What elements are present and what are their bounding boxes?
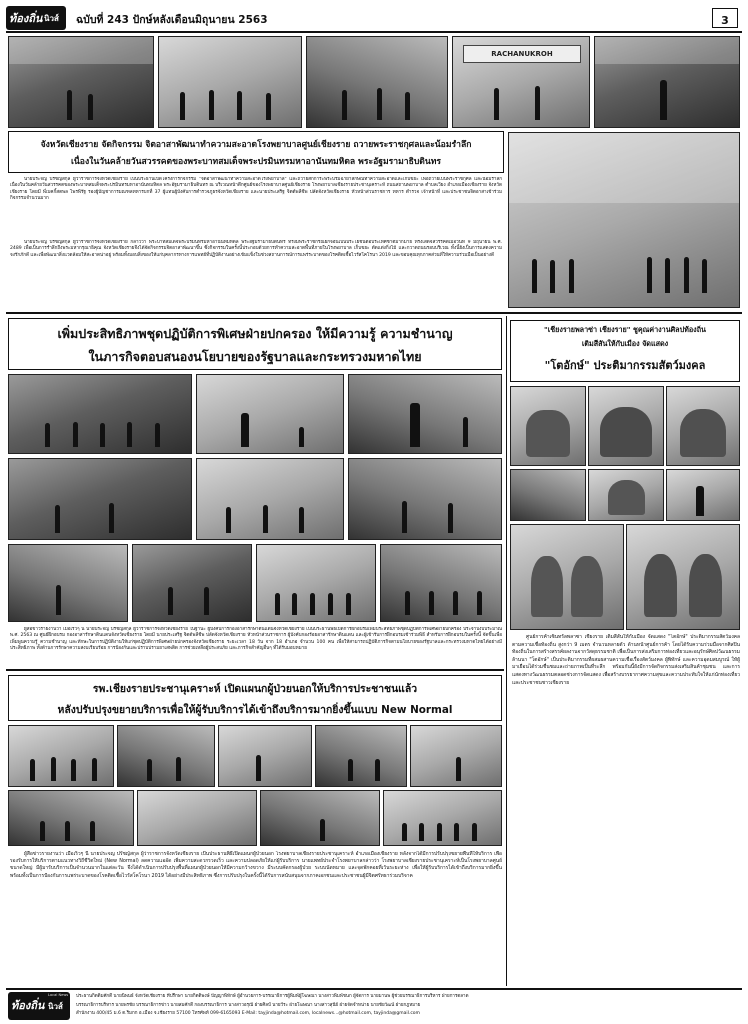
masthead bbox=[6, 6, 742, 30]
story4-photo-1 bbox=[8, 725, 114, 787]
column-divider bbox=[506, 316, 507, 986]
story3-photo-2 bbox=[588, 386, 664, 466]
story2-headline-box bbox=[8, 318, 502, 370]
footer-line-2: บรรณาธิการบริหาร นายพรชัย บรรณาธิการข่าว นายสมศักดิ์ กองบรรณาธิการ นางสาวอรุณี ฝ่ายศิลป์ นายวีระ ฝ่ายโฆษณา นางสาวสุนีย์ ฝ่ายจัดจำหน่าย นายชัยวัฒน์ ฝ่ายกฎหมาย bbox=[76, 1002, 421, 1008]
footer-logo bbox=[8, 992, 70, 1020]
story2-photo-8 bbox=[132, 544, 252, 622]
story2-photo-7 bbox=[8, 544, 128, 622]
page-number: 3 bbox=[721, 14, 729, 27]
story4-photo-3 bbox=[218, 725, 312, 787]
story3-photo-1 bbox=[510, 386, 586, 466]
story4-headline-line2: หลังปรับปรุงขยายบริการเพื่อให้ผู้รับบริการได้เข้าถึงบริการมากยิ่งขึ้นแบบ New Normal bbox=[57, 704, 453, 716]
footer-line-1: ประธานกิตติมศักดิ์ นายนิพนธ์ จังหวัดเชียงราย ที่ปรึกษา นายกิตติพงษ์ ปัญญาพิทักษ์ ผู้อำนวยการ-บรรณาธิการผู้พิมพ์ผู้โฆษณา นางสาวพิมพ์ชนก ผู้จัดการ นายมานพ ผู้ช่วยบรรณาธิการบริหาร ฝ่ายการตลาด bbox=[76, 994, 469, 999]
story4-photo-8 bbox=[260, 790, 380, 846]
story4-body: ผู้สื่อข่าวรายงานว่า เมื่อเร็วๆ นี้ นายประจญ ปรัชญ์สกุล ผู้ว่าราชการจังหวัดเชียงราย เป็นประธานพิธีเปิดแผนกผู้ป่วยนอก โรงพยาบาลเชียงรายประชานุเคราะห์ อำเภอเมืองเชียงราย หลังจากได้มีการปรับปรุงขยายพื้นที่ให้บริการ เพื่อรองรับการให้บริการตามแนวทางวิถีชีวิตใหม่ (New Normal) ลดความแออัด เพิ่มความสะดวกรวดเร็ว และความปลอดภัยให้แก่ผู้รับบริการ นายแพทย์ประจำโรงพยาบาลกล่าวว่า โรงพยาบาลเชียงรายประชานุเคราะห์เป็นโรงพยาบาลศูนย์ขนาดใหญ่ มีผู้มารับบริการเป็นจำนวนมากในแต่ละวัน จึงได้ดำเนินการปรับปรุงพื้นที่แผนกผู้ป่วยนอกให้มีความกว้างขวาง มีระบบคัดกรองผู้ป่วย ระบบนัดหมาย และจุดพักคอยที่เว้นระยะห่าง เพื่อให้ผู้รับบริการได้เข้าถึงบริการมากยิ่งขึ้น พร้อมทั้งเป็นการป้องกันการแพร่ระบาดของโรคติดเชื้อไวรัสโคโรนา 2019 ได้อย่างมีประสิทธิภาพ ซึ่งการปรับปรุงในครั้งนี้ได้รับการสนับสนุนจากภาคเอกชนและประชาชนผู้มีจิตศรัทธาร่วมบริจาค bbox=[10, 851, 502, 879]
footer-logo-sub: นิวส์ bbox=[48, 1002, 63, 1011]
story4-photo-9 bbox=[383, 790, 502, 846]
story3-photo-6 bbox=[666, 469, 740, 521]
story1-photo-1 bbox=[8, 36, 154, 128]
header-logo-sub: นิวส์ bbox=[44, 14, 59, 23]
story2-photo-4 bbox=[8, 458, 192, 540]
footer-credits bbox=[76, 993, 740, 1021]
story1-photo-2 bbox=[158, 36, 302, 128]
story2-photo-10 bbox=[380, 544, 502, 622]
story4-photo-2 bbox=[117, 725, 215, 787]
story2-headline-line2: ในภารกิจตอบสนองนโยบายของรัฐบาลและกระทรวงมหาดไทย bbox=[88, 349, 422, 364]
story2-photo-3 bbox=[348, 374, 502, 454]
story1-body-p1: นายประจญ ปรัชญ์สกุล ผู้ว่าราชการจังหวัดเชียงราย เป็นประธานเปิดโครงการกิจกรรม "จิตอาสาพัฒนาทำความสะอาดโรงพยาบาล" และถวายสักการะพระบรมฉายาลักษณ์ทำความสะอาดและเก็บขยะ เพื่อถวายเป็นพระราชกุศล และน้อมรำลึกเนื่องในวันคล้ายวันสวรรคตของพระบาทสมเด็จพระปรมินทรมหาอานันทมหิดล พระอัฐมรามาธิบดินทร ณ บริเวณหน้าตึกศูนย์ของโรงพยาบาลศูนย์เชียงราย โรงพยาบาลเชียงรายประชานุเคราะห์ ถนนสถานพยาบาล ตำบลเวียง อำเภอเมืองเชียงราย จังหวัดเชียงราย โดยมี พี่เบคกี้สตพล ไพรพิรัฐ รองผู้บัญชาการมณฑลทหารบกที่ 37 ผู้แทนผู้บังคับการตำรวจภูธรจังหวัดเชียงราย และนายประเสริฐ จิตต์พลีชีพ ปลัดจังหวัดเชียงราย หัวหน้าส่วนราชการ ทหาร ตำรวจ เจ้าหน้าที่ และประชาชนจิตอาสาเข้าร่วมกิจกรรมจำนวนมาก bbox=[10, 177, 502, 201]
story4-photo-4 bbox=[315, 725, 407, 787]
story3-photo-3 bbox=[666, 386, 740, 466]
story3-headline: "โตอักษ์" ประติมากรรมสัตว์มงคล bbox=[544, 359, 706, 372]
story2-body: ผู้สื่อข่าวรายงานว่า เมื่อเร็วๆ นี้ นายประจญ ปรัชญ์สกุล ผู้ว่าราชการจังหวัดเชียงราย ในฐานะ ผู้บังคับการกองอาสารักษาดินแดนจังหวัดเชียงราย เป็นประธานพิธีเปิดการฝึกอบรมเพิ่มประสิทธิภาพชุดปฏิบัติการพิเศษฝ่ายปกครอง ประจำปีงบประมาณ พ.ศ. 2563 ณ ศูนย์ฝึกอบรม กองอาสารักษาดินแดนจังหวัดเชียงราย โดยมี นายประเสริฐ จิตต์พลีชีพ ปลัดจังหวัดเชียงราย หัวหน้าส่วนราชการ ผู้บังคับกองร้อยอาสารักษาดินแดน และผู้เข้ารับการฝึกอบรมเข้าร่วมพิธี สำหรับการฝึกอบรมในครั้งนี้ จัดขึ้นเพื่อเพิ่มพูนความรู้ ความชำนาญ และทักษะในการปฏิบัติงานให้แก่ชุดปฏิบัติการพิเศษฝ่ายปกครองจังหวัดเชียงราย ระยะเวลา 18 วัน จาก 18 อำเภอ จำนวน 100 คน เพื่อให้สามารถปฏิบัติภารกิจตามนโยบายของรัฐบาลและกระทรวงมหาดไทยได้อย่างมีประสิทธิภาพ ทั้งด้านการรักษาความสงบเรียบร้อย การป้องกันและปราบปรามยาเสพติด การช่วยเหลือผู้ประสบภัย และภารกิจสำคัญอื่นๆ ที่ได้รับมอบหมาย bbox=[10, 627, 502, 651]
story1-headline-box bbox=[8, 131, 504, 173]
story2-photo-6 bbox=[348, 458, 502, 540]
story3-headline-box bbox=[510, 320, 740, 382]
story3-body: ศูนย์การค้าเซ็นทรัลพลาซา เชียงราย เติมสีสันให้กับเมือง จัดแสดง "โตอักษ์" ประติมากรรมสัตว์มงคลตามความเชื่อท้องถิ่น สูงกว่า 9 เมตร จำนวนหลายตัว ด้านหน้าศูนย์การค้า โดยได้รับความร่วมมือจากศิลปินท้องถิ่นในการสร้างสรรค์ผลงานจากวัสดุธรรมชาติ เพื่อเป็นการส่งเสริมการท่องเที่ยวและอนุรักษ์ศิลปวัฒนธรรมล้านนา "โตอักษ์" เป็นประติมากรรมที่ผสมผสานความเชื่อเรื่องสัตว์มงคล ผู้พิทักษ์ และความอุดมสมบูรณ์ ให้ผู้มาเยือนได้ร่วมชื่นชมและถ่ายภาพเป็นที่ระลึก พร้อมกันนี้ยังมีการจัดกิจกรรมส่งเสริมสินค้าชุมชน และการแสดงทางวัฒนธรรมตลอดช่วงการจัดแสดง เพื่อสร้างบรรยากาศความสุขและความประทับใจให้แก่นักท่องเที่ยวและประชาชนชาวเชียงราย bbox=[512, 634, 740, 686]
header-issue-line: ฉบับที่ 243 ปักษ์หลังเดือนมิถุนายน 2563 bbox=[76, 14, 268, 26]
story3-photo-7 bbox=[510, 524, 624, 630]
footer-logo-tag: Local News bbox=[48, 993, 69, 997]
footer-rule bbox=[6, 988, 742, 990]
story1-rule bbox=[6, 312, 742, 314]
story3-photo-4 bbox=[510, 469, 586, 521]
hospital-sign-text: RACHANUKROH bbox=[491, 50, 553, 58]
story2-rule bbox=[6, 669, 504, 671]
header-logo bbox=[6, 6, 66, 30]
hospital-sign bbox=[463, 45, 581, 63]
story1-headline-line2: เนื่องในวันคล้ายวันสวรรคตของพระบาทสมเด็จพระปรมินทรมหาอานันทมหิดล พระอัฐมรามาธิบดินทร bbox=[70, 157, 442, 167]
story4-photo-7 bbox=[137, 790, 257, 846]
header-logo-text: ท้องถิ่น bbox=[9, 12, 43, 25]
story3-tagline2: เติมสีสันให้กับเมือง จัดแสดง bbox=[581, 339, 669, 348]
story1-photo-4 bbox=[452, 36, 590, 128]
story2-photo-9 bbox=[256, 544, 376, 622]
story1-photo-6 bbox=[508, 132, 740, 308]
story2-photo-2 bbox=[196, 374, 344, 454]
footer-logo-text: ท้องถิ่น bbox=[11, 999, 45, 1012]
story2-headline-line1: เพิ่มประสิทธิภาพชุดปฏิบัติการพิเศษฝ่ายปกครอง ให้มีความรู้ ความชำนาญ bbox=[57, 326, 453, 341]
footer-line-3: สำนักงาน 400/45 ม.6 ต.ริมกก อ.เมือง จ.เชียงราย 57100 โทรศัพท์ 099-6165093 E-Mail: tayjinda@hotmail.com, localnews...@hotmail.com, tayjinda@gmail.com bbox=[76, 1011, 420, 1016]
story3-photo-5 bbox=[588, 469, 664, 521]
story3-tagline1: "เชียงรายพลาซ่า เชียงราย" ชูคุณค่างานศิลปท้องถิ่น bbox=[544, 325, 706, 334]
story4-photo-6 bbox=[8, 790, 134, 846]
story1-photo-5 bbox=[594, 36, 740, 128]
story4-headline-box bbox=[8, 675, 502, 721]
story2-photo-5 bbox=[196, 458, 344, 540]
story2-photo-1 bbox=[8, 374, 192, 454]
story4-headline-line1: รพ.เชียงรายประชานุเคราะห์ เปิดแผนกผู้ป่วยนอกให้บริการประชาชนแล้ว bbox=[92, 683, 418, 695]
header-rule bbox=[6, 31, 742, 33]
story3-photo-8 bbox=[626, 524, 740, 630]
story1-body-p2: นายประจญ ปรัชญ์สกุล ผู้ว่าราชการจังหวัดเชียงราย กล่าวว่า พระบาทสมเด็จพระปรมินทรมหาอานันทมหิดล พระอัฐมรามาธิบดินทร ทรงมีพระราชกรณียกิจอันเป็นประโยชน์ต่อประเทศชาติมากมาย ทรงเสด็จสวรรคตเมื่อวันที่ 9 มิถุนายน พ.ศ. 2489 เพื่อเป็นการรำลึกถึงพระมหากรุณาธิคุณ จังหวัดเชียงรายจึงได้จัดกิจกรรมจิตอาสาพัฒนาขึ้น ซึ่งกิจกรรมในครั้งนี้ประกอบด้วยการทำความสะอาดพื้นที่ภายในโรงพยาบาล เก็บขยะ ตัดแต่งกิ่งไม้ และกวาดถนนรอบบริเวณ ทั้งนี้ยังเป็นการแสดงความจงรักภักดี และเพื่อพัฒนาสิ่งแวดล้อมให้สะอาดน่าอยู่ พร้อมทั้งมอบสิ่งของให้แก่บุคลากรทางการแพทย์ที่ปฏิบัติงานอย่างเข้มแข็งในช่วงสถานการณ์การแพร่ระบาดของโรคติดเชื้อไวรัสโคโรนา 2019 และขอบคุณทุกภาคส่วนที่ให้ความร่วมมือเป็นอย่างดี bbox=[10, 240, 502, 258]
story1-headline-line1: จังหวัดเชียงราย จัดกิจกรรม จิตอาสาพัฒนาทำความสะอาดโรงพยาบาลศูนย์เชียงราย ถวายพระราชกุศลและน้อมรำลึก bbox=[40, 140, 472, 150]
story1-photo-3 bbox=[306, 36, 448, 128]
story4-photo-5 bbox=[410, 725, 502, 787]
page-number-box bbox=[712, 8, 738, 28]
